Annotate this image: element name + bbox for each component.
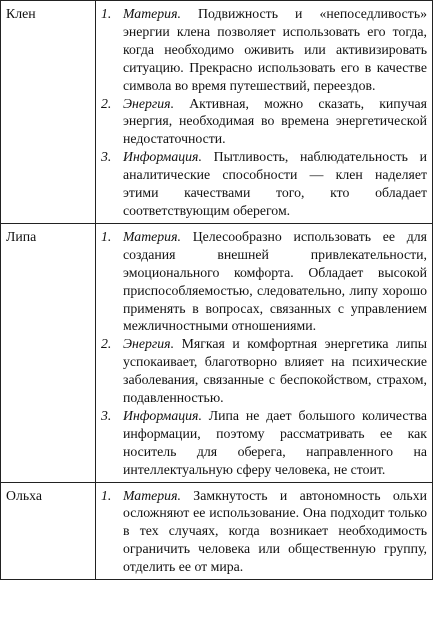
tree-name-cell: Липа (1, 223, 96, 482)
description-cell (96, 482, 433, 580)
list-item (101, 487, 427, 577)
item-label: Энергия. (123, 336, 175, 352)
item-text: Целесообразно использовать ее для создания внешней привлекательности, эмоционального комфорта. Обладает высокой приспособляемостью, следовательно, липу хорошо применять в вопросах, связанных с управлением межличностными отношениями. (123, 228, 427, 334)
list-item (101, 228, 427, 335)
list-item (101, 148, 427, 220)
item-label: Информация. (123, 149, 202, 165)
item-label: Материя. (123, 6, 181, 21)
table-row (1, 482, 433, 580)
table-row (1, 1, 433, 224)
item-text: Замкнутость и автономность ольхи осложняют ее использование. Она подходит только в тех случаях, когда возникает необходимость ограничить человека или общественную группу, отделить ее от мира. (123, 487, 427, 575)
item-label: Энергия. (123, 95, 175, 111)
item-number: 3. (101, 407, 112, 423)
item-label: Материя. (123, 228, 181, 244)
item-number: 1. (101, 6, 112, 21)
item-text: Пытливость, наблюдательность и аналитические способности — клен наделяет этими качествами того, кто обладает соответствующим оберегом. (123, 149, 427, 218)
list-item (101, 407, 427, 479)
list-item (101, 335, 427, 407)
item-text: Активная, можно сказать, кипучая энергия, необходимая во времена энергетической недостаточности. (123, 95, 427, 147)
list-item (101, 5, 427, 95)
table-row (1, 223, 433, 482)
item-number: 3. (101, 149, 112, 165)
list-item (101, 95, 427, 149)
item-label: Информация. (123, 407, 202, 423)
item-text: Липа не дает большого количества информации, поэтому рассматривать ее как носитель для оберега, направленного на интеллектуальную сферу человека, не стоит. (123, 407, 427, 477)
item-number: 1. (101, 228, 112, 244)
item-text: Мягкая и комфортная энергетика липы успокаивает, благотворно влияет на психические заболевания, связанные с беспокойством, страхом, подавленностью. (123, 336, 427, 406)
item-number: 2. (101, 95, 112, 111)
item-number: 2. (101, 336, 112, 352)
tree-name-cell: Клен (1, 1, 96, 224)
item-number: 1. (101, 487, 112, 503)
item-text: Подвижность и «непоседливость» энергии клена позволяет использовать его тогда, когда необходимо оживить или активизировать ситуацию. Прекрасно использовать его в качестве символа во время путешествий, переездов. (123, 6, 428, 93)
tree-name-cell: Ольха (1, 482, 96, 580)
description-cell (96, 223, 433, 482)
description-cell (96, 1, 433, 224)
item-label: Материя. (123, 487, 181, 503)
